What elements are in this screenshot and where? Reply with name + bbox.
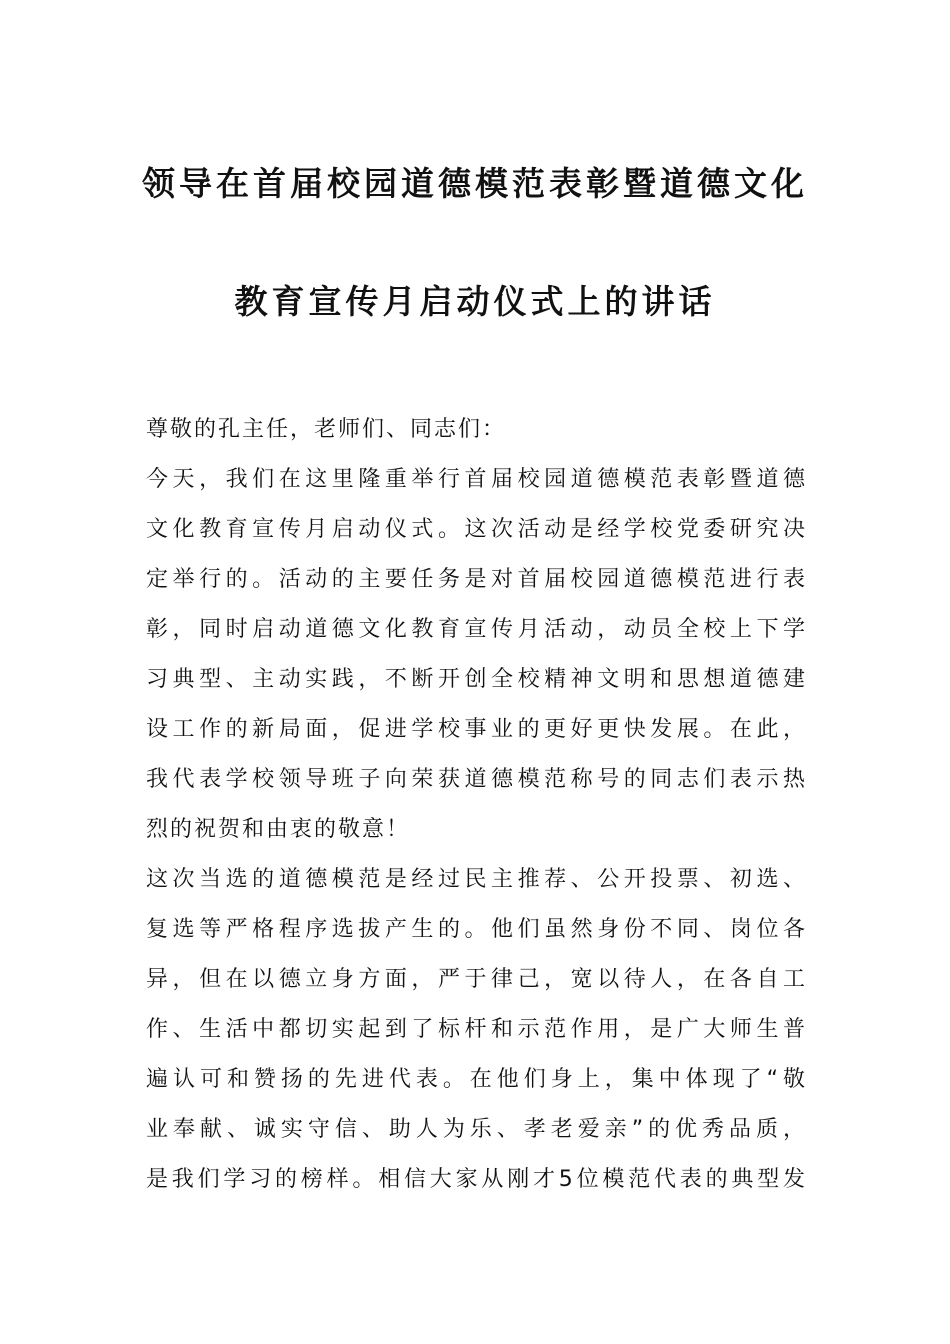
paragraph-line: 彰，同时启动道德文化教育宣传月活动，动员全校上下学 — [146, 617, 805, 642]
paragraph-line: 烈的祝贺和由衷的敬意！ — [146, 817, 411, 842]
paragraph-line: 定举行的。活动的主要任务是对首届校园道德模范进行表 — [146, 567, 805, 592]
paragraph-line: 我代表学校领导班子向荣获道德模范称号的同志们表示热 — [146, 767, 805, 792]
salutation: 尊敬的孔主任，老师们、同志们： — [146, 417, 507, 442]
paragraph-line: 业奉献、诚实守信、助人为乐、孝老爱亲”的优秀品质， — [146, 1117, 805, 1142]
paragraph-line: 今天，我们在这里隆重举行首届校园道德模范表彰暨道德 — [146, 467, 805, 492]
paragraph-line: 是我们学习的榜样。相信大家从刚才5位模范代表的典型发 — [146, 1167, 805, 1192]
paragraph-line: 这次当选的道德模范是经过民主推荐、公开投票、初选、 — [146, 867, 805, 892]
paragraph-line: 遍认可和赞扬的先进代表。在他们身上，集中体现了“敬 — [146, 1067, 805, 1092]
paragraph-line: 异，但在以德立身方面，严于律己，宽以待人，在各自工 — [146, 967, 805, 992]
paragraph-line: 习典型、主动实践，不断开创全校精神文明和思想道德建 — [146, 667, 805, 692]
document-title-line-2: 教育宣传月启动仪式上的讲话 — [234, 282, 716, 321]
paragraph-line: 设工作的新局面，促进学校事业的更好更快发展。在此， — [146, 717, 805, 742]
paragraph-line: 作、生活中都切实起到了标杆和示范作用，是广大师生普 — [146, 1017, 805, 1042]
document-body — [146, 405, 805, 1205]
paragraph-line: 文化教育宣传月启动仪式。这次活动是经学校党委研究决 — [146, 517, 805, 542]
paragraph-line: 复选等严格程序选拔产生的。他们虽然身份不同、岗位各 — [146, 917, 805, 942]
document-title-line-1: 领导在首届校园道德模范表彰暨道德文化 — [142, 164, 808, 203]
